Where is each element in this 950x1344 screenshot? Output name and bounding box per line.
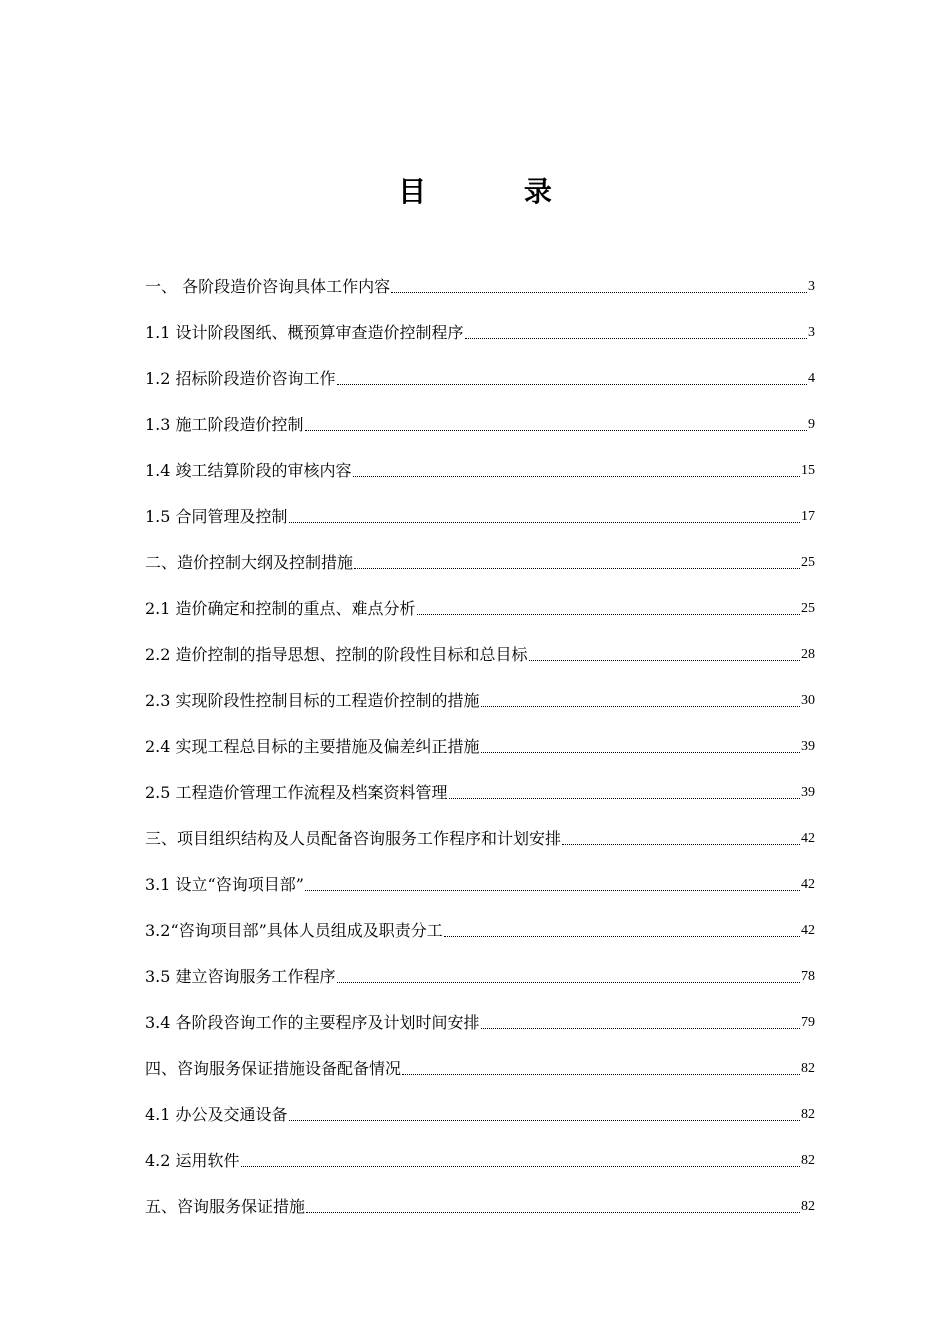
- toc-dot-leader: [402, 1073, 800, 1075]
- toc-entry[interactable]: [145, 712, 815, 758]
- toc-dot-leader: [465, 337, 807, 339]
- toc-entry-page-number: 42: [801, 831, 815, 846]
- toc-entry-label: 1.3 施工阶段造价控制: [145, 415, 304, 434]
- toc-entry-page-number: 25: [801, 555, 815, 570]
- toc-dot-leader: [529, 659, 800, 661]
- toc-dot-leader: [289, 1119, 800, 1121]
- toc-entry-label: 三、项目组织结构及人员配备咨询服务工作程序和计划安排: [145, 829, 562, 848]
- toc-entry-page-number: 9: [808, 417, 815, 432]
- toc-entry[interactable]: [145, 1126, 815, 1172]
- toc-dot-leader: [481, 751, 800, 753]
- toc-entry[interactable]: [145, 1080, 815, 1126]
- toc-entry[interactable]: [145, 758, 815, 804]
- toc-entry-label: 2.2 造价控制的指导思想、控制的阶段性目标和总目标: [145, 645, 528, 664]
- toc-entry[interactable]: [145, 666, 815, 712]
- toc-entry-label: 2.1 造价确定和控制的重点、难点分析: [145, 599, 416, 618]
- toc-entry-label: 2.4 实现工程总目标的主要措施及偏差纠正措施: [145, 737, 480, 756]
- toc-entry-page-number: 15: [801, 463, 815, 478]
- toc-entry-page-number: 42: [801, 877, 815, 892]
- toc-entry-label: 一、 各阶段造价咨询具体工作内容: [145, 277, 391, 296]
- toc-entry[interactable]: [145, 528, 815, 574]
- toc-dot-leader: [391, 291, 807, 293]
- toc-entry[interactable]: [145, 850, 815, 896]
- toc-dot-leader: [481, 1027, 800, 1029]
- toc-entry-label: 四、咨询服务保证措施设备配备情况: [145, 1059, 402, 1078]
- toc-entry-label: 1.2 招标阶段造价咨询工作: [145, 369, 336, 388]
- toc-entry-label: 3.1 设立“咨询项目部”: [145, 875, 304, 894]
- toc-entry-label: 1.5 合同管理及控制: [145, 507, 288, 526]
- toc-dot-leader: [337, 383, 807, 385]
- toc-entry-label: 4.1 办公及交通设备: [145, 1105, 288, 1124]
- toc-entry[interactable]: [145, 298, 815, 344]
- toc-entry[interactable]: [145, 942, 815, 988]
- toc-entry-page-number: 82: [801, 1107, 815, 1122]
- toc-entry-page-number: 78: [801, 969, 815, 984]
- toc-entry[interactable]: [145, 344, 815, 390]
- toc-dot-leader: [417, 613, 800, 615]
- toc-dot-leader: [562, 843, 800, 845]
- toc-entry-label: 4.2 运用软件: [145, 1151, 240, 1170]
- toc-dot-leader: [241, 1165, 800, 1167]
- toc-entry-page-number: 4: [808, 371, 815, 386]
- toc-entry[interactable]: [145, 988, 815, 1034]
- toc-entry-label: 五、咨询服务保证措施: [145, 1197, 306, 1216]
- toc-dot-leader: [337, 981, 800, 983]
- toc-dot-leader: [449, 797, 800, 799]
- toc-entry-label: 2.5 工程造价管理工作流程及档案资料管理: [145, 783, 448, 802]
- toc-entry[interactable]: [145, 252, 815, 298]
- toc-dot-leader: [305, 889, 800, 891]
- toc-title: 目 录: [398, 175, 596, 208]
- toc-list: [145, 252, 815, 1218]
- toc-dot-leader: [354, 567, 800, 569]
- toc-entry-page-number: 39: [801, 785, 815, 800]
- toc-entry[interactable]: [145, 896, 815, 942]
- toc-entry[interactable]: [145, 574, 815, 620]
- toc-entry-label: 3.5 建立咨询服务工作程序: [145, 967, 336, 986]
- toc-entry-page-number: 82: [801, 1153, 815, 1168]
- toc-entry-page-number: 79: [801, 1015, 815, 1030]
- toc-entry[interactable]: [145, 390, 815, 436]
- toc-entry-label: 3.2“咨询项目部”具体人员组成及职责分工: [145, 921, 443, 940]
- toc-dot-leader: [305, 429, 807, 431]
- toc-dot-leader: [481, 705, 800, 707]
- toc-entry-label: 2.3 实现阶段性控制目标的工程造价控制的措施: [145, 691, 480, 710]
- toc-entry[interactable]: [145, 436, 815, 482]
- toc-entry-page-number: 30: [801, 693, 815, 708]
- toc-entry-page-number: 28: [801, 647, 815, 662]
- toc-entry[interactable]: [145, 1172, 815, 1218]
- toc-entry-label: 1.1 设计阶段图纸、概预算审查造价控制程序: [145, 323, 464, 342]
- toc-entry-page-number: 3: [808, 325, 815, 340]
- toc-entry-label: 1.4 竣工结算阶段的审核内容: [145, 461, 352, 480]
- toc-dot-leader: [444, 935, 800, 937]
- toc-entry-page-number: 25: [801, 601, 815, 616]
- toc-entry-label: 二、造价控制大纲及控制措施: [145, 553, 354, 572]
- toc-entry[interactable]: [145, 620, 815, 666]
- toc-dot-leader: [306, 1211, 800, 1213]
- toc-entry-label: 3.4 各阶段咨询工作的主要程序及计划时间安排: [145, 1013, 480, 1032]
- toc-entry-page-number: 42: [801, 923, 815, 938]
- toc-entry-page-number: 82: [801, 1199, 815, 1214]
- toc-entry-page-number: 82: [801, 1061, 815, 1076]
- toc-entry[interactable]: [145, 482, 815, 528]
- toc-dot-leader: [353, 475, 800, 477]
- toc-dot-leader: [289, 521, 800, 523]
- toc-entry-page-number: 3: [808, 279, 815, 294]
- toc-entry[interactable]: [145, 804, 815, 850]
- toc-entry[interactable]: [145, 1034, 815, 1080]
- toc-entry-page-number: 17: [801, 509, 815, 524]
- toc-entry-page-number: 39: [801, 739, 815, 754]
